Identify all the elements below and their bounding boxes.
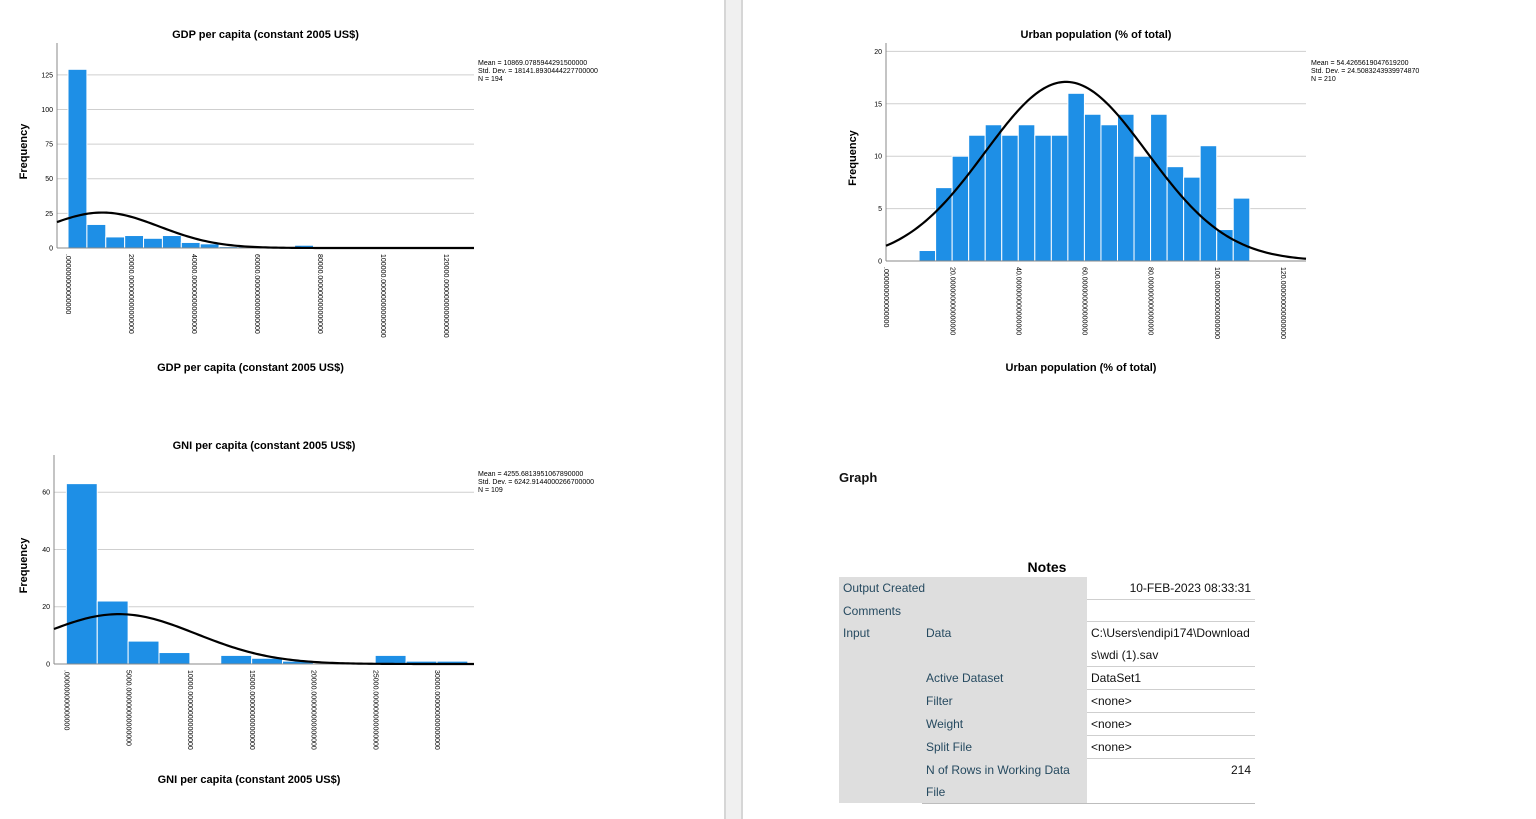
notes-value-weight: <none>: [1087, 713, 1255, 736]
y-tick-label: 20: [42, 604, 50, 612]
y-tick-label: 25: [45, 210, 53, 218]
histogram-bar: [159, 653, 190, 664]
notes-title: Notes: [1027, 559, 1067, 575]
x-tick-label: 100000.000000000000000: [378, 254, 386, 338]
y-tick-label: 0: [49, 245, 53, 253]
histogram-bar: [221, 655, 252, 664]
notes-value-comments: [1087, 600, 1255, 622]
notes-value-filter: <none>: [1087, 690, 1255, 713]
x-axis-title: Urban population (% of total): [1005, 362, 1157, 374]
histogram-bar: [87, 224, 106, 248]
histogram-urban-population[interactable]: [743, 0, 1536, 400]
x-tick-label: 100.000000000000000: [1212, 267, 1220, 340]
stats-legend-line: Mean = 10869.0785944291500000: [478, 60, 588, 67]
x-tick-label: 40000.000000000000000: [190, 254, 198, 334]
notes-label-output-created: Output Created: [839, 577, 1087, 600]
y-tick-label: 20: [874, 48, 882, 56]
x-tick-label: 60000.000000000000000: [253, 254, 261, 334]
x-tick-label: .000000000000000: [882, 267, 890, 328]
x-tick-label: 120000.000000000000000: [441, 254, 449, 338]
x-tick-label: 120.000000000000000: [1279, 267, 1287, 340]
x-tick-label: 20000.000000000000000: [309, 670, 317, 750]
notes-label-split-file: Split File: [922, 736, 1087, 759]
y-tick-label: 75: [45, 141, 53, 149]
stats-legend-line: Mean = 54.4265619047619200: [1311, 60, 1409, 67]
histogram-bar: [952, 156, 969, 261]
x-tick-label: 20000.000000000000000: [127, 254, 135, 334]
x-axis-title: GNI per capita (constant 2005 US$): [157, 774, 341, 786]
notes-label-n-rows-line1: N of Rows in Working Data: [926, 762, 1070, 777]
histogram-bar: [144, 238, 163, 248]
histogram-bar: [66, 484, 97, 664]
histogram-bar: [1184, 177, 1201, 261]
histogram-bar: [1101, 125, 1118, 261]
y-axis-title: Frequency: [18, 123, 30, 180]
stats-legend-line: Std. Dev. = 24.5083243939974870: [1311, 68, 1420, 75]
notes-value-n-rows: 214: [1087, 759, 1255, 804]
histogram-bar: [128, 641, 159, 664]
y-tick-label: 5: [878, 206, 882, 214]
notes-label-weight: Weight: [922, 713, 1087, 736]
histogram-bar: [181, 242, 200, 248]
notes-label-n-rows: [922, 759, 1087, 804]
histogram-bar: [1151, 114, 1168, 261]
histogram-bar: [162, 236, 181, 248]
notes-label-n-rows-line2: File: [926, 784, 946, 799]
y-tick-label: 0: [878, 258, 882, 266]
notes-value-data: [1087, 622, 1255, 667]
x-tick-label: 10000.000000000000000: [186, 670, 194, 750]
notes-row-comments[interactable]: [839, 600, 1255, 622]
graph-heading[interactable]: Graph: [839, 470, 878, 485]
chart-title: GNI per capita (constant 2005 US$): [172, 440, 356, 452]
x-tick-label: 30000.000000000000000: [433, 670, 441, 750]
notes-value-active-dataset: DataSet1: [1087, 667, 1255, 690]
x-axis-title: GDP per capita (constant 2005 US$): [157, 362, 344, 374]
histogram-bar: [106, 237, 125, 248]
histogram-bar: [1233, 198, 1250, 261]
histogram-bar: [1035, 135, 1052, 261]
notes-value-data-line2: s\wdi (1).sav: [1091, 648, 1159, 662]
notes-row-data[interactable]: [839, 622, 1255, 667]
histogram-bar: [1018, 125, 1035, 261]
histogram-gdp-per-capita[interactable]: [0, 0, 724, 400]
y-tick-label: 0: [46, 661, 50, 669]
x-tick-label: 80000.000000000000000: [315, 254, 323, 334]
x-tick-label: 40.000000000000000: [1014, 267, 1022, 336]
notes-label-active-dataset: Active Dataset: [922, 667, 1087, 690]
stats-legend-line: N = 210: [1311, 76, 1336, 83]
x-tick-label: 20.000000000000000: [948, 267, 956, 336]
stats-legend-line: N = 109: [478, 487, 503, 494]
y-tick-label: 10: [874, 153, 882, 161]
x-tick-label: 80.000000000000000: [1146, 267, 1154, 336]
histogram-bar: [1134, 156, 1151, 261]
x-tick-label: 15000.000000000000000: [247, 670, 255, 750]
histogram-bar: [1084, 114, 1101, 261]
stats-legend-line: Std. Dev. = 18141.8930444227700000: [478, 68, 598, 75]
output-pane-left[interactable]: [0, 0, 724, 819]
notes-label-input: Input: [839, 622, 922, 804]
stats-legend-line: Mean = 4255.6813951067890000: [478, 471, 584, 478]
histogram-bar: [68, 69, 87, 248]
x-tick-label: .000000000000000: [64, 254, 72, 315]
pane-divider[interactable]: [724, 0, 726, 819]
notes-label-comments: Comments: [839, 600, 1087, 622]
notes-value-split-file: <none>: [1087, 736, 1255, 759]
stats-legend-line: Std. Dev. = 6242.9144000266700000: [478, 479, 595, 486]
histogram-bar: [375, 655, 406, 664]
stats-legend-line: N = 194: [478, 76, 503, 83]
y-axis-title: Frequency: [847, 130, 859, 186]
x-tick-label: 5000.000000000000000: [124, 670, 132, 746]
y-tick-label: 60: [42, 489, 50, 497]
histogram-bar: [1200, 146, 1217, 261]
notes-label-data: Data: [922, 622, 1087, 667]
x-tick-label: .000000000000000: [62, 670, 70, 731]
y-tick-label: 15: [874, 101, 882, 109]
histogram-gni-per-capita[interactable]: [0, 412, 724, 812]
histogram-bar: [97, 601, 128, 664]
histogram-bar: [200, 244, 219, 248]
chart-title: Urban population (% of total): [1020, 29, 1172, 41]
histogram-bar: [1068, 93, 1085, 261]
y-tick-label: 50: [45, 176, 53, 184]
chart-title: GDP per capita (constant 2005 US$): [172, 29, 359, 41]
y-axis-title: Frequency: [18, 537, 30, 594]
histogram-bar: [985, 125, 1002, 261]
notes-table[interactable]: [839, 577, 1255, 804]
y-tick-label: 125: [41, 72, 53, 80]
notes-row-output-created[interactable]: [839, 577, 1255, 600]
histogram-bar: [125, 236, 144, 248]
histogram-bar: [1002, 135, 1019, 261]
histogram-bar: [1051, 135, 1068, 261]
x-tick-label: 60.000000000000000: [1080, 267, 1088, 336]
histogram-bar: [919, 251, 936, 261]
histogram-bar: [1117, 114, 1134, 261]
y-tick-label: 100: [41, 106, 53, 114]
notes-value-data-line1: C:\Users\endipi174\Download: [1091, 626, 1250, 640]
notes-value-output-created: 10-FEB-2023 08:33:31: [1087, 577, 1255, 600]
x-tick-label: 25000.000000000000000: [371, 670, 379, 750]
y-tick-label: 40: [42, 546, 50, 554]
notes-label-filter: Filter: [922, 690, 1087, 713]
